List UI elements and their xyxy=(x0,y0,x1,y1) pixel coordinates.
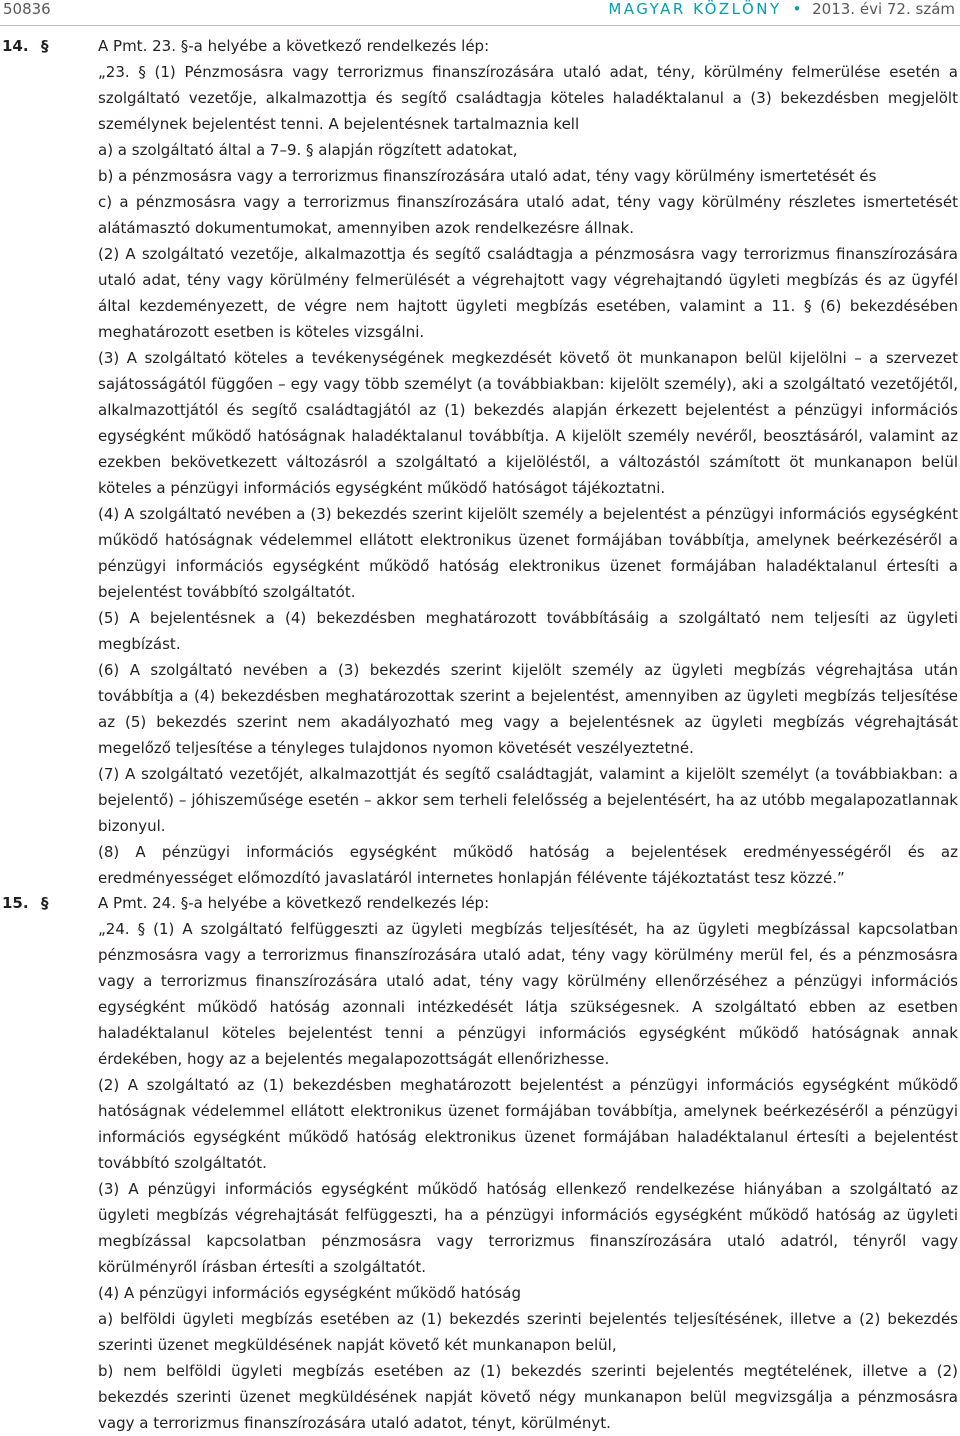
section-body xyxy=(98,59,958,891)
publication-name: MAGYAR KÖZLÖNY xyxy=(608,0,782,18)
paragraph: (2) A szolgáltató vezetője, alkalmazottja és segítő családtagja a pénzmosásra vagy terrorizmus finanszírozására utaló adat, tény vagy körülmény felmerülését a végrehajtott vagy végrehajtandó ügyleti megbízás és az ügyfél által kezdeményezett, de végre nem hajtott ügyleti megbízás esetében, valamint a 11. § (6) bekezdésében meghatározott esetben is köteles vizsgálni. xyxy=(98,245,958,341)
paragraph: (4) A pénzügyi információs egységként működő hatóság xyxy=(98,1284,521,1302)
paragraph: (2) A szolgáltató az (1) bekezdésben meghatározott bejelentést a pénzügyi információs egységként működő hatóságnak védelemmel ellátott elektronikus üzenet formájában továbbítja, amelynek beérkezéséről a pénzügyi információs egységként működő hatóság elektronikus üzenet formájában haladéktalanul értesíti a bejelentést továbbító szolgáltatót. xyxy=(98,1076,958,1172)
paragraph: „24. § (1) A szolgáltató felfüggeszti az ügyleti megbízás teljesítését, ha az ügyleti megbízással kapcsolatban pénzmosásra vagy a terrorizmus finanszírozására utaló adat, tény vagy körülmény merül fel, és a pénzmosásra vagy a terrorizmus finanszírozására utaló adat, tény vagy körülmény ellenőrzéséhez a pénzügyi információs egységként működő hatóság azonnali intézkedését látja szükségesnek. A szolgáltató ebben az esetben haladéktalanul köteles bejelentést tenni a pénzügyi információs egységként működő hatóságnak annak érdekében, hogy az a bejelentés megalapozottságát ellenőrizhesse. xyxy=(98,920,958,1068)
paragraph: (5) A bejelentésnek a (4) bekezdésben meghatározott továbbításáig a szolgáltató nem teljesíti az ügyleti megbízást. xyxy=(98,609,958,653)
header-rule xyxy=(0,25,960,26)
section-symbol: § xyxy=(41,37,49,55)
list-item-c: c) a pénzmosásra vagy a terrorizmus finanszírozására utaló adat, tény vagy körülmény részletes ismertetését alátámasztó dokumentumokat, amennyiben azok rendelkezésre állnak. xyxy=(98,193,958,237)
section-body xyxy=(98,916,958,1436)
running-title xyxy=(608,0,955,18)
list-item-b: b) a pénzmosásra vagy a terrorizmus finanszírozására utaló adat, tény vagy körülmény ismertetését és xyxy=(98,167,877,185)
section-intro: A Pmt. 23. §-a helyébe a következő rendelkezés lép: xyxy=(98,37,490,55)
paragraph: „23. § (1) Pénzmosásra vagy terrorizmus finanszírozására utaló adat, tény, körülmény felmerülése esetén a szolgáltató vezetője, alkalmazottja és segítő családtagja köteles haladéktalanul a (3) bekezdésben megjelölt személynek bejelentést tenni. A bejelentésnek tartalmaznia kell xyxy=(98,63,958,133)
page-number: 50836 xyxy=(3,0,51,18)
section-number: 14. xyxy=(2,37,29,55)
issue-label: 2013. évi 72. szám xyxy=(812,0,955,18)
paragraph: (7) A szolgáltató vezetőjét, alkalmazottját és segítő családtagját, valamint a kijelölt személyt (a továbbiakban: a bejelentő) – jóhiszeműsége esetén – akkor sem terheli felelősség a bejelentésért, ha az utóbb megalapozatlannak bizonyul. xyxy=(98,765,958,835)
page-header xyxy=(0,0,960,22)
paragraph: (4) A szolgáltató nevében a (3) bekezdés szerint kijelölt személy a bejelentést a pénzügyi információs egységként működő hatóságnak védelemmel ellátott elektronikus üzenet formájában továbbítja, amelynek beérkezéséről a pénzügyi információs egységként működő hatóság elektronikus üzenet formájában haladéktalanul értesíti a bejelentést továbbító szolgáltatót. xyxy=(98,505,958,601)
header-bullet: • xyxy=(792,0,802,18)
section-intro: A Pmt. 24. §-a helyébe a következő rendelkezés lép: xyxy=(98,894,490,912)
list-item-a: a) belföldi ügyleti megbízás esetében az (1) bekezdés szerinti bejelentés teljesítésének, illetve a (2) bekezdés szerinti üzenet megküldésének napját követő két munkanapon belül, xyxy=(98,1310,958,1354)
paragraph: (8) A pénzügyi információs egységként működő hatóság a bejelentések eredményességéről és az eredményességet előmozdító javaslatáról internetes honlapján félévente tájékoztatást tesz közzé.” xyxy=(98,843,958,887)
paragraph: (3) A szolgáltató köteles a tevékenységének megkezdését követő öt munkanapon belül kijelölni – a szervezet sajátosságától függően – egy vagy több személyt (a továbbiakban: kijelölt személy), aki a szolgáltató vezetőjétől, alkalmazottjától és segítő családtagjától az (1) bekezdés alapján érkezett bejelentést a pénzügyi információs egységként működő hatóságnak haladéktalanul továbbítja. A kijelölt személy nevéről, beosztásáról, valamint az ezekben bekövetkezett változásról a szolgáltató a kijelöléstől, a változástól számított öt munkanapon belül köteles a pénzügyi információs egységként működő hatóságot tájékoztatni. xyxy=(98,349,958,497)
paragraph: (3) A pénzügyi információs egységként működő hatóság ellenkező rendelkezése hiányában a szolgáltató az ügyleti megbízás végrehajtását felfüggeszti, ha a pénzügyi információs egységként működő hatóság az ügyleti megbízással kapcsolatban pénzmosásra vagy terrorizmus finanszírozására utaló adatról, tényről vagy körülményről írásban értesíti a szolgáltatót. xyxy=(98,1180,958,1276)
section-symbol: § xyxy=(41,894,49,912)
list-item-b: b) nem belföldi ügyleti megbízás esetében az (1) bekezdés szerinti bejelentés megtételének, illetve a (2) bekezdés szerinti üzenet megküldésének napját követő négy munkanapon belül megvizsgálja a pénzmosásra vagy a terrorizmus finanszírozására utaló adatot, tényt, körülményt. xyxy=(98,1362,958,1432)
section-number: 15. xyxy=(2,894,29,912)
paragraph: (6) A szolgáltató nevében a (3) bekezdés szerint kijelölt személy az ügyleti megbízás végrehajtása után továbbítja a (4) bekezdésben meghatározottak szerint a bejelentést, amennyiben az ügyleti megbízás teljesítése az (5) bekezdés szerint nem akadályozható meg vagy a bejelentésnek az ügyleti megbízás végrehajtását megelőző teljesítése a tényleges tulajdonos nyomon követését veszélyeztetné. xyxy=(98,661,958,757)
list-item-a: a) a szolgáltató által a 7–9. § alapján rögzített adatokat, xyxy=(98,141,518,159)
